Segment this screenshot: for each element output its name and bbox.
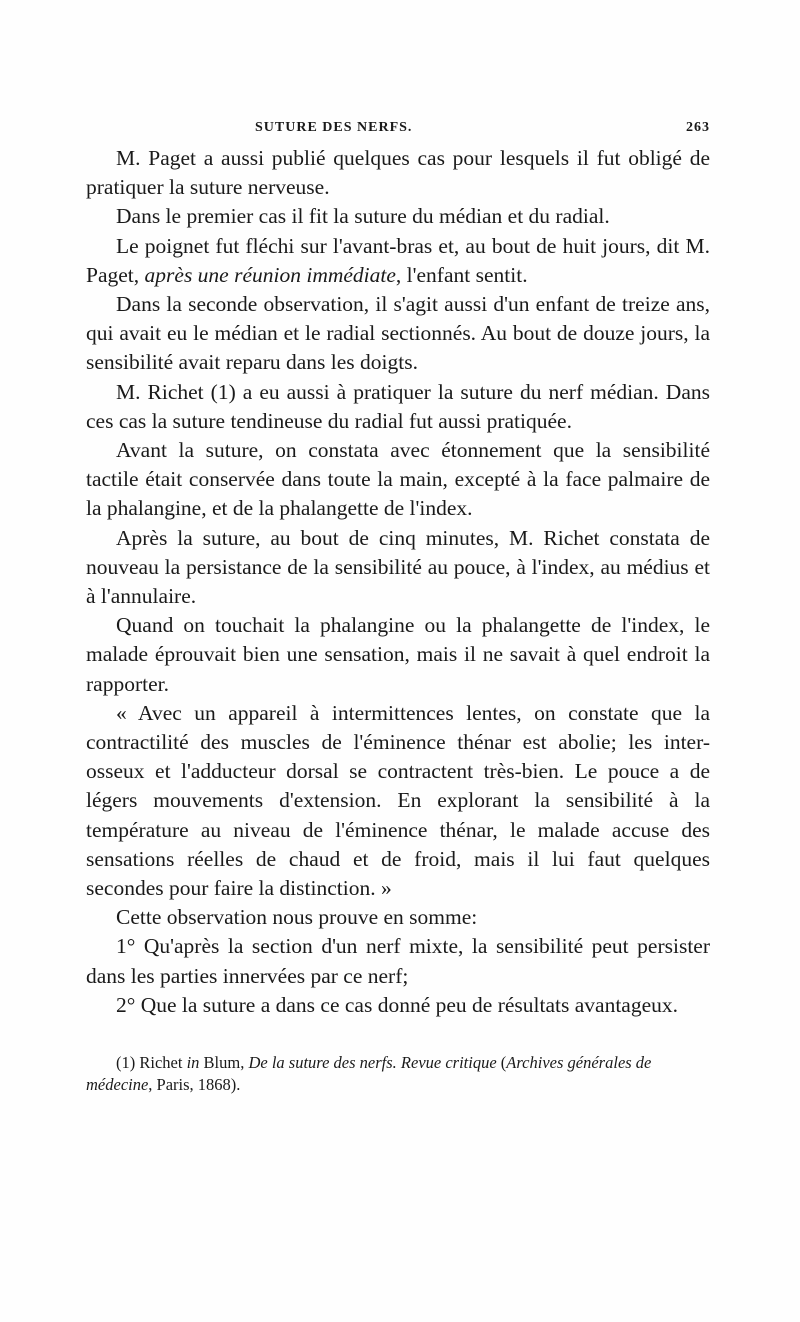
paragraph-3-italic: après une réunion immédiate bbox=[144, 262, 396, 287]
footnote-in: in bbox=[186, 1053, 200, 1072]
footnote-title: De la suture des nerfs. Revue critique bbox=[248, 1053, 497, 1072]
paragraph-10: Cette observation nous prouve en somme: bbox=[116, 905, 478, 930]
paragraph-11: 1° Qu'après la section d'un nerf mixte, la sensibilité peut persister dans les parties innervées par ce nerf; bbox=[86, 934, 710, 988]
paragraph-5: M. Richet (1) a eu aussi à pratiquer la suture du nerf médian. Dans ces cas la suture tendineuse du radial fut aussi pratiquée. bbox=[86, 379, 710, 433]
footnote-paren-open: ( bbox=[496, 1053, 507, 1072]
footnote bbox=[86, 1052, 710, 1096]
running-title: SUTURE DES NERFS. bbox=[255, 120, 413, 135]
paragraph-3 bbox=[86, 232, 710, 290]
footnote-author: Blum, bbox=[199, 1053, 249, 1072]
page-number: 263 bbox=[686, 120, 710, 135]
footnote-text bbox=[86, 1052, 710, 1096]
paragraph-6: Avant la suture, on constata avec étonnement que la sensibilité tactile était conservée dans toute la main, excepté à la face palmaire de la phalangine, et de la phalangette de l'index. bbox=[86, 438, 710, 521]
footnote-marker: (1) Richet bbox=[116, 1053, 187, 1072]
footnote-archives: Archives générales de médecine bbox=[86, 1053, 652, 1094]
paragraph-8: Quand on touchait la phalangine ou la phalangette de l'index, le malade éprouvait bien une sensation, mais il ne savait à quel endroit la rapporter. bbox=[86, 613, 710, 696]
paragraph-2: Dans le premier cas il fit la suture du médian et du radial. bbox=[116, 204, 610, 229]
running-head bbox=[255, 120, 710, 140]
paragraph-9-quote: « Avec un appareil à intermittences lentes, on constate que la contractilité des muscles de l'éminence thénar est abolie; les inter-osseux et l'adducteur dorsal se contractent très-bien. Le pouce a de légers mouvements d'extension. En explorant la sensibilité à la température au niveau de l'éminence thénar, le malade accuse des sensations réelles de chaud et de froid, mais il lui faut quelques secondes pour faire la distinction. » bbox=[86, 700, 710, 901]
paragraph-1: M. Paget a aussi publié quelques cas pour lesquels il fut obligé de pratiquer la suture nerveuse. bbox=[86, 146, 710, 200]
body-text bbox=[86, 144, 710, 1020]
paragraph-12: 2° Que la suture a dans ce cas donné peu de résultats avantageux. bbox=[116, 992, 679, 1017]
footnote-paren-close: , Paris, 1868). bbox=[148, 1075, 241, 1094]
paragraph-3-start: Le poignet fut fléchi sur l'avant-bras et, au bout de huit jours, dit M. Paget, bbox=[86, 233, 710, 287]
paragraph-3-end: , l'enfant sentit. bbox=[395, 262, 528, 287]
paragraph-4: Dans la seconde observation, il s'agit aussi d'un enfant de treize ans, qui avait eu le médian et le radial sectionnés. Au bout de douze jours, la sensibilité avait reparu dans les doigts. bbox=[86, 292, 710, 375]
paragraph-7: Après la suture, au bout de cinq minutes, M. Richet constata de nouveau la persistance de la sensibilité au pouce, à l'index, au médius et à l'annulaire. bbox=[86, 525, 710, 609]
